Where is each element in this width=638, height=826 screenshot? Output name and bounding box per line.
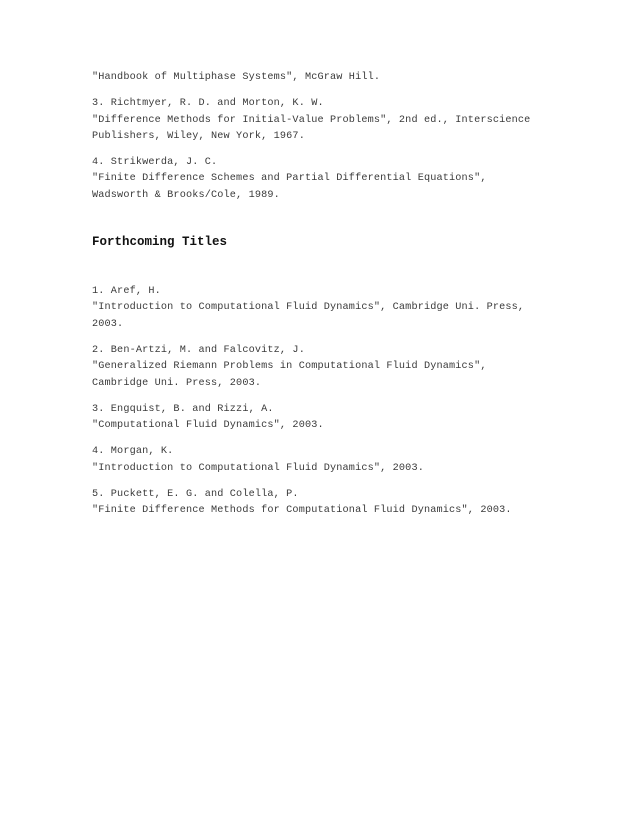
- entry-title-line: "Introduction to Computational Fluid Dynamics", Cambridge Uni. Press,: [92, 302, 525, 314]
- section-gap: [92, 252, 612, 284]
- entry-title-line: "Introduction to Computational Fluid Dynamics", 2003.: [92, 462, 424, 474]
- section-gap: [92, 204, 612, 232]
- reference-title-line: "Difference Methods for Initial-Value Problems", 2nd ed., Interscience: [92, 114, 531, 126]
- forthcoming-entry: [92, 487, 612, 520]
- entry-author-line: 4. Morgan, K.: [92, 446, 174, 458]
- entry-gap: [92, 392, 612, 402]
- entry-publisher-line: Cambridge Uni. Press, 2003.: [92, 377, 262, 389]
- reference-publisher-line: Wadsworth & Brooks/Cole, 1989.: [92, 189, 280, 201]
- forthcoming-entry: [92, 284, 612, 333]
- entry-title-line: "Finite Difference Methods for Computational Fluid Dynamics", 2003.: [92, 505, 512, 517]
- reference-entry: [92, 96, 612, 145]
- reference-author-line: 3. Richtmyer, R. D. and Morton, K. W.: [92, 98, 324, 110]
- page-content: [92, 70, 612, 520]
- entry-gap: [92, 477, 612, 487]
- entry-gap: [92, 333, 612, 343]
- reference-title-line: "Finite Difference Schemes and Partial Differential Equations",: [92, 173, 487, 185]
- forthcoming-entry: [92, 402, 612, 435]
- forthcoming-entry: [92, 444, 612, 477]
- entry-gap: [92, 145, 612, 155]
- reference-author-line: 4. Strikwerda, J. C.: [92, 157, 218, 169]
- entry-author-line: 2. Ben-Artzi, M. and Falcovitz, J.: [92, 344, 305, 356]
- entry-title-line: "Computational Fluid Dynamics", 2003.: [92, 420, 324, 432]
- reference-publisher-line: Publishers, Wiley, New York, 1967.: [92, 130, 305, 142]
- entry-author-line: 1. Aref, H.: [92, 286, 161, 298]
- reference-entry: [92, 155, 612, 204]
- section-heading: Forthcoming Titles: [92, 235, 228, 250]
- entry-author-line: 5. Puckett, E. G. and Colella, P.: [92, 489, 299, 501]
- entry-gap: [92, 434, 612, 444]
- reference-line: "Handbook of Multiphase Systems", McGraw Hill.: [92, 72, 381, 83]
- entry-author-line: 3. Engquist, B. and Rizzi, A.: [92, 403, 274, 415]
- reference-entry: [92, 70, 612, 86]
- entry-publisher-line: 2003.: [92, 318, 124, 330]
- forthcoming-entry: [92, 343, 612, 392]
- entry-gap: [92, 86, 612, 96]
- entry-title-line: "Generalized Riemann Problems in Computational Fluid Dynamics",: [92, 361, 487, 373]
